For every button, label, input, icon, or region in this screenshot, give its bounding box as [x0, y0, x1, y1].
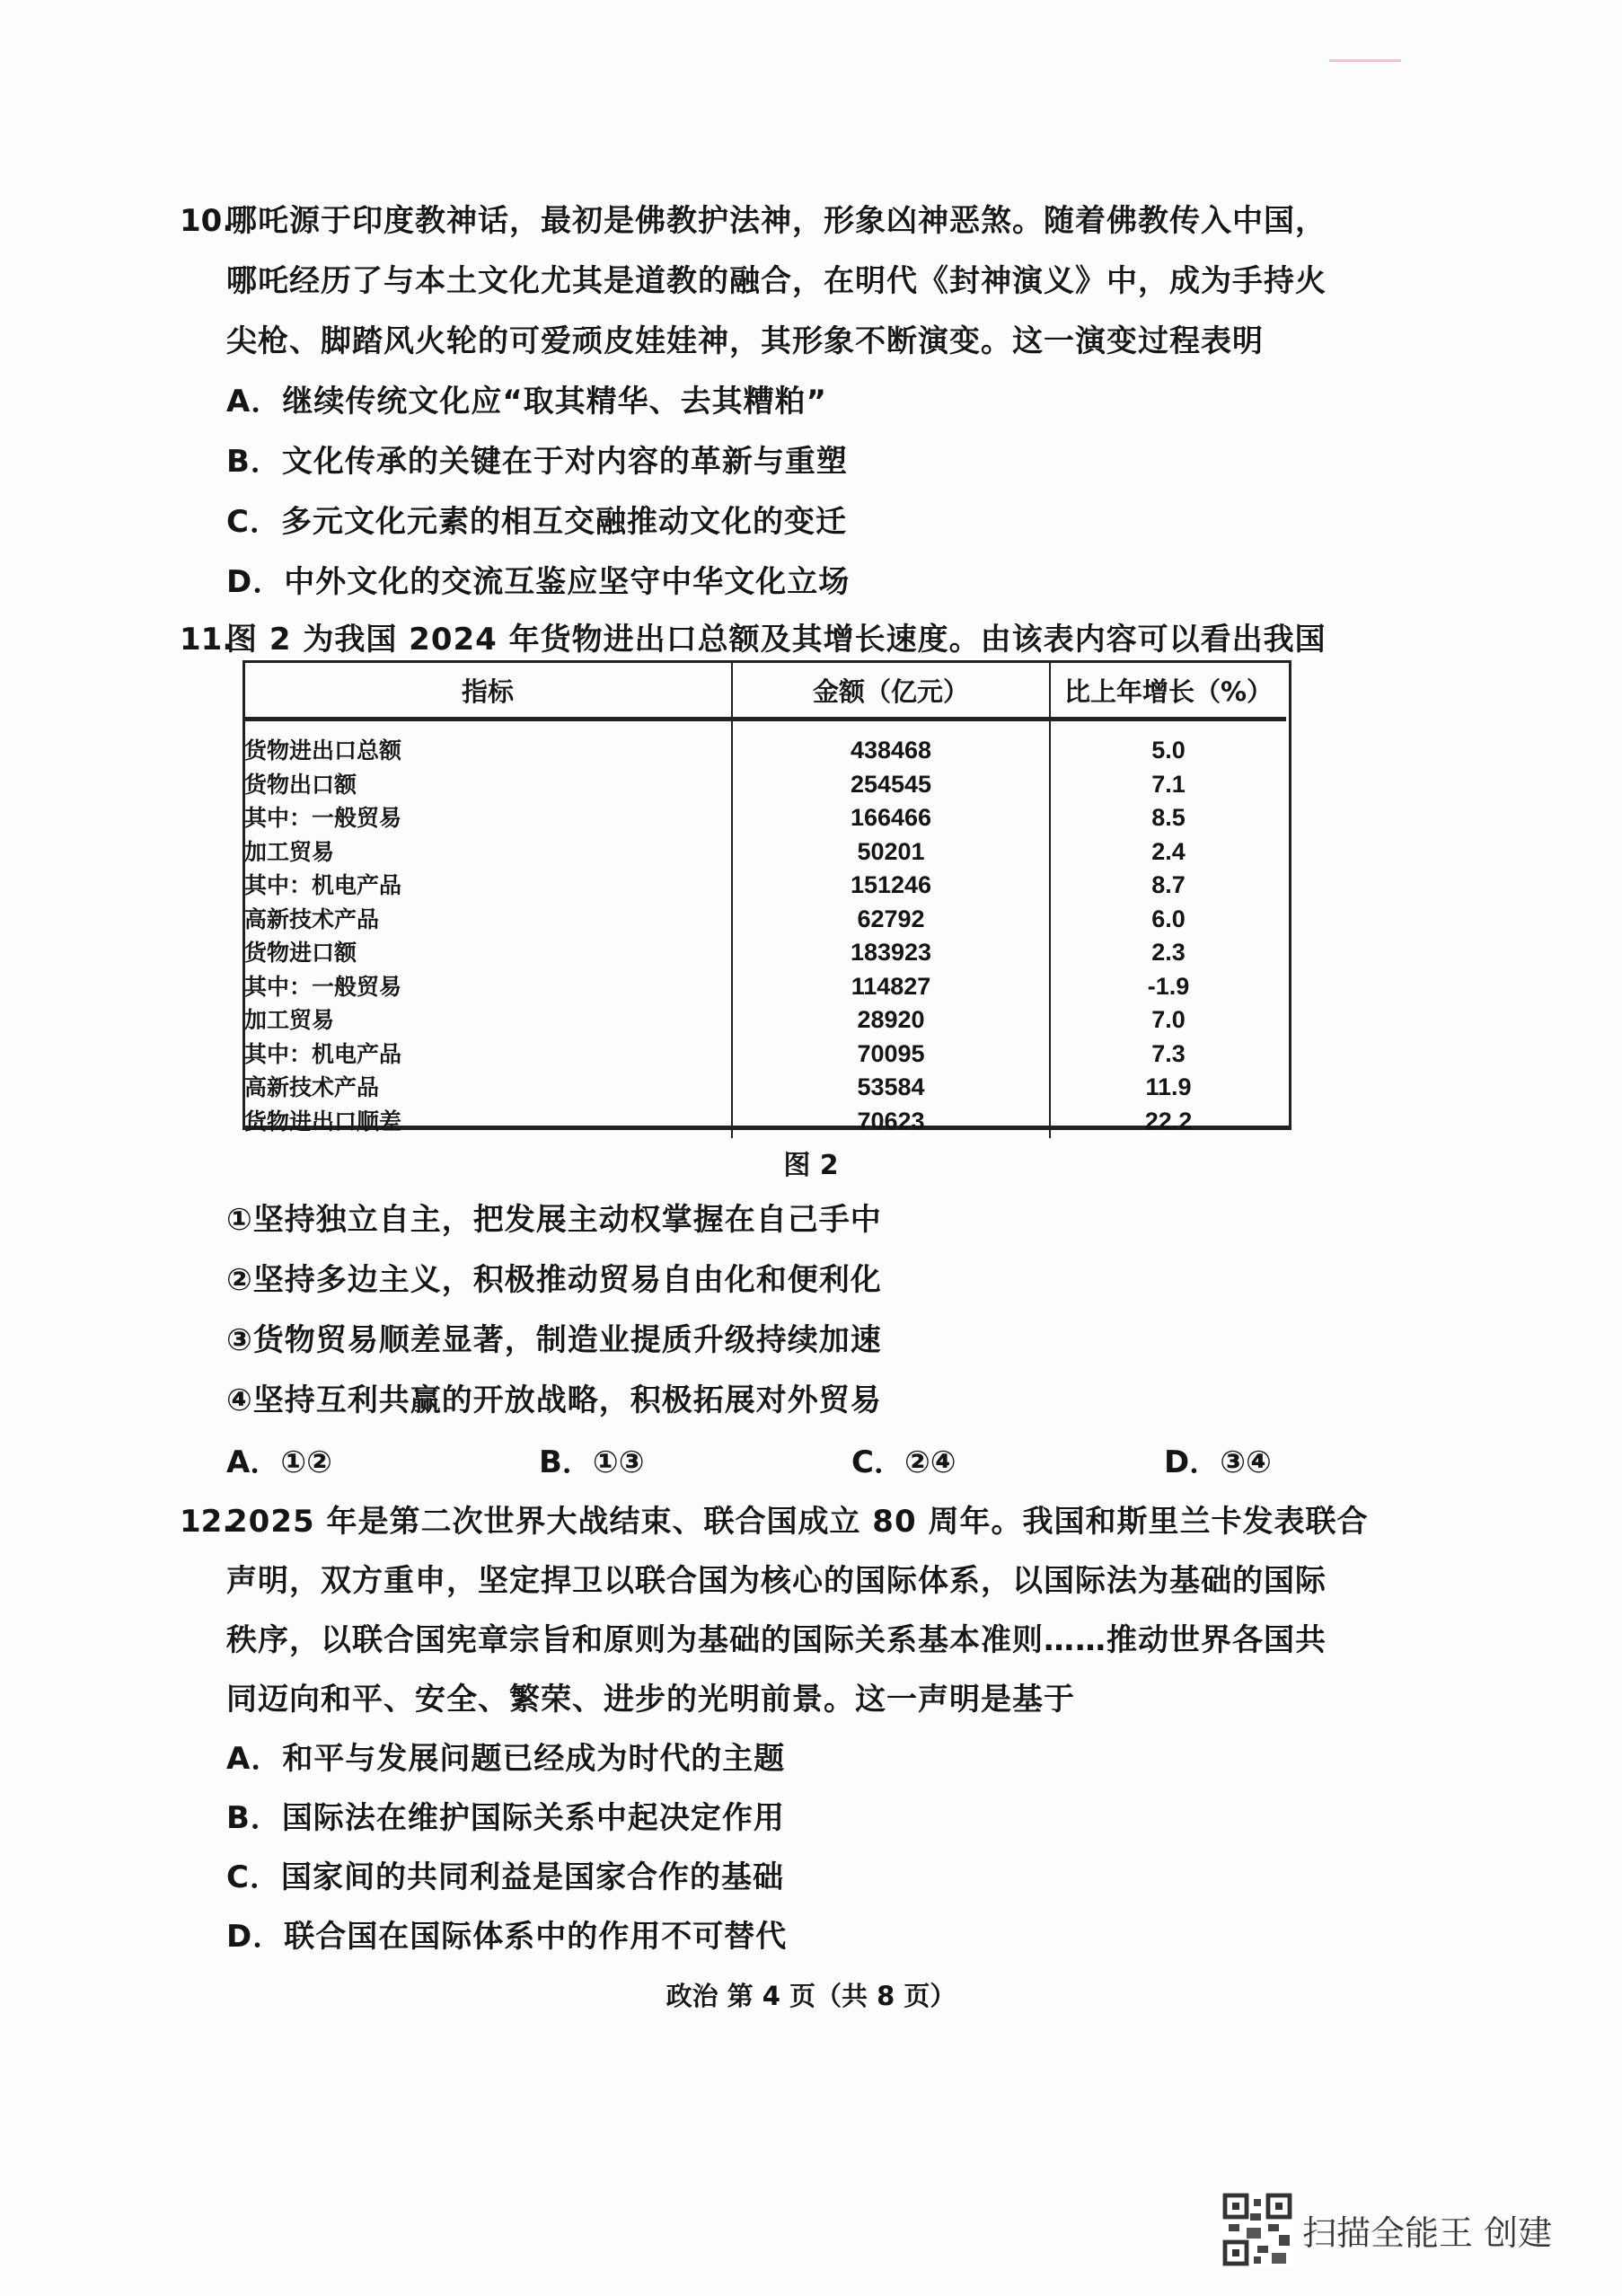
q12-stem-line-1: 2025 年是第二次世界大战结束、联合国成立 80 周年。我国和斯里兰卡发表联合 — [226, 1504, 1369, 1540]
table-row — [244, 1071, 1286, 1105]
row-label: 其中：一般贸易 — [244, 805, 402, 832]
table-row — [244, 1003, 1286, 1038]
q10-option-d: D．中外文化的交流互鉴应坚守中华文化立场 — [226, 564, 851, 600]
q12-option-a: A．和平与发展问题已经成为时代的主题 — [226, 1741, 786, 1777]
row-amount: 114827 — [732, 970, 1050, 1004]
row-growth: -1.9 — [1050, 970, 1286, 1004]
q10-stem-line-1: 哪吒源于印度教神话，最初是佛教护法神，形象凶神恶煞。随着佛教传入中国， — [226, 203, 1327, 239]
row-amount: 70623 — [732, 1105, 1050, 1139]
header-growth: 比上年增长（%） — [1050, 663, 1286, 720]
table-row — [244, 1105, 1286, 1139]
row-amount: 254545 — [732, 768, 1050, 802]
table-row — [244, 801, 1286, 835]
q11-choice-a: A．①② — [226, 1444, 332, 1480]
page-footer: 政治 第 4 页（共 8 页） — [666, 1981, 956, 2011]
q11-choice-b: B．①③ — [539, 1444, 645, 1480]
table-row — [244, 970, 1286, 1004]
row-label: 其中：一般贸易 — [244, 973, 402, 1000]
q10-option-b: B．文化传承的关键在于对内容的革新与重塑 — [226, 444, 848, 480]
q12-number: 12. — [180, 1504, 234, 1540]
q12-option-c: C．国家间的共同利益是国家合作的基础 — [226, 1859, 784, 1895]
row-label: 加工贸易 — [244, 838, 335, 865]
row-amount: 438468 — [732, 734, 1050, 768]
q10-option-c: C．多元文化元素的相互交融推动文化的变迁 — [226, 504, 847, 540]
q11-statement-4: ④坚持互利共赢的开放战略，积极拓展对外贸易 — [226, 1382, 882, 1418]
row-label: 高新技术产品 — [244, 905, 380, 932]
row-amount: 166466 — [732, 801, 1050, 835]
row-growth: 7.3 — [1050, 1038, 1286, 1072]
q10-stem-line-2: 哪吒经历了与本土文化尤其是道教的融合，在明代《封神演义》中，成为手持火 — [226, 263, 1327, 299]
table-row — [244, 835, 1286, 870]
row-amount: 53584 — [732, 1071, 1050, 1105]
table-row — [244, 768, 1286, 802]
row-amount: 28920 — [732, 1003, 1050, 1038]
scan-smudge — [1329, 59, 1401, 62]
q10-number: 10. — [180, 203, 234, 239]
row-growth: 2.3 — [1050, 936, 1286, 970]
q12-option-d: D．联合国在国际体系中的作用不可替代 — [226, 1919, 788, 1955]
row-label: 货物进口额 — [244, 940, 357, 967]
row-amount: 183923 — [732, 936, 1050, 970]
row-growth: 5.0 — [1050, 734, 1286, 768]
table-row — [244, 1038, 1286, 1072]
row-growth: 6.0 — [1050, 903, 1286, 937]
figure-caption: 图 2 — [783, 1150, 839, 1181]
q11-statement-3: ③货物贸易顺差显著，制造业提质升级持续加速 — [226, 1322, 882, 1358]
header-indicator: 指标 — [244, 663, 732, 720]
q11-number: 11. — [180, 622, 234, 658]
q10-option-a: A．继续传统文化应“取其精华、去其糟粕” — [226, 384, 828, 419]
scanner-watermark: 扫描全能王 创建 — [1302, 2213, 1553, 2253]
q11-statement-1: ①坚持独立自主，把发展主动权掌握在自己手中 — [226, 1202, 882, 1238]
row-amount: 70095 — [732, 1038, 1050, 1072]
q12-stem-line-2: 声明，双方重申，坚定捍卫以联合国为核心的国际体系，以国际法为基础的国际 — [226, 1563, 1327, 1599]
row-label: 其中：机电产品 — [244, 872, 402, 899]
row-growth: 22.2 — [1050, 1105, 1286, 1139]
trade-table — [244, 663, 1286, 1138]
row-label: 高新技术产品 — [244, 1074, 380, 1101]
table-row — [244, 734, 1286, 768]
row-amount: 50201 — [732, 835, 1050, 870]
row-label: 加工贸易 — [244, 1007, 335, 1034]
row-label: 货物进出口顺差 — [244, 1108, 402, 1135]
q10-stem-line-3: 尖枪、脚踏风火轮的可爱顽皮娃娃神，其形象不断演变。这一演变过程表明 — [226, 323, 1264, 359]
row-growth: 2.4 — [1050, 835, 1286, 870]
q11-statement-2: ②坚持多边主义，积极推动贸易自由化和便利化 — [226, 1262, 882, 1298]
row-amount: 62792 — [732, 903, 1050, 937]
q11-choice-d: D．③④ — [1164, 1444, 1272, 1480]
row-label: 货物进出口总额 — [244, 737, 402, 764]
row-label: 其中：机电产品 — [244, 1040, 402, 1067]
row-growth: 7.1 — [1050, 768, 1286, 802]
row-amount: 151246 — [732, 869, 1050, 903]
q11-stem: 图 2 为我国 2024 年货物进出口总额及其增长速度。由该表内容可以看出我国 — [226, 622, 1327, 658]
row-growth: 11.9 — [1050, 1071, 1286, 1105]
q11-choice-c: C．②④ — [851, 1444, 956, 1480]
q12-option-b: B．国际法在维护国际关系中起决定作用 — [226, 1800, 785, 1836]
q12-stem-line-3: 秩序，以联合国宪章宗旨和原则为基础的国际关系基本准则……推动世界各国共 — [226, 1622, 1327, 1658]
table-row — [244, 903, 1286, 937]
table-row — [244, 936, 1286, 970]
row-label: 货物出口额 — [244, 771, 357, 798]
row-growth: 7.0 — [1050, 1003, 1286, 1038]
table-row — [244, 869, 1286, 903]
row-growth: 8.7 — [1050, 869, 1286, 903]
table-header-row — [244, 663, 1286, 720]
row-growth: 8.5 — [1050, 801, 1286, 835]
header-amount: 金额（亿元） — [732, 663, 1050, 720]
q12-stem-line-4: 同迈向和平、安全、繁荣、进步的光明前景。这一声明是基于 — [226, 1682, 1075, 1718]
qr-code-icon — [1221, 2192, 1293, 2267]
